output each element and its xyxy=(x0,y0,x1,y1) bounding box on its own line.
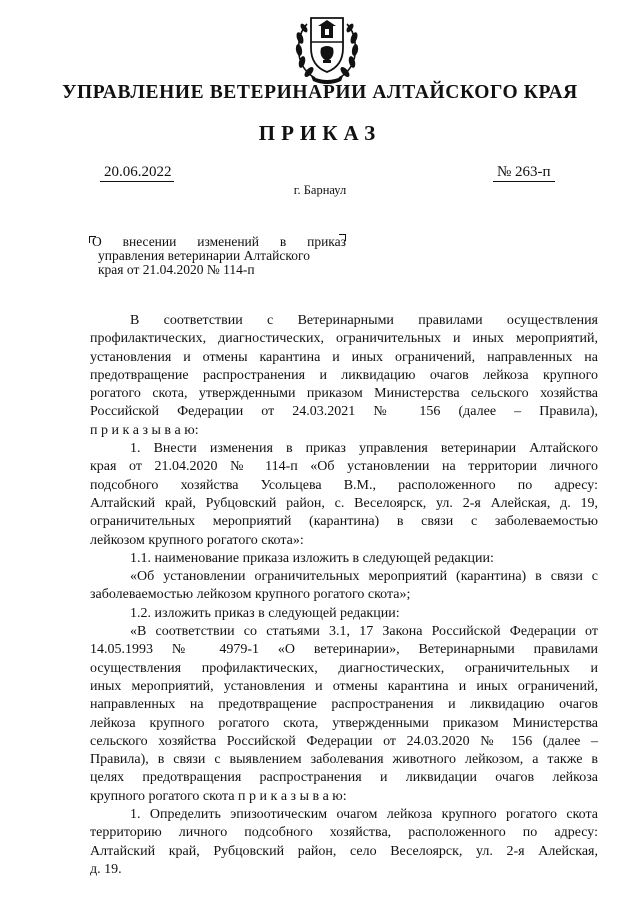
body-line: подсобного хозяйства Усольцева В.М., расположенного по адресу: xyxy=(90,477,598,493)
order-number: № 263-п xyxy=(493,163,555,182)
body-line: 1.1. наименование приказа изложить в следующей редакции: xyxy=(130,550,494,566)
subject-word: О xyxy=(92,234,102,249)
order-date: 20.06.2022 xyxy=(100,163,174,182)
subject-line-1 xyxy=(92,235,346,249)
body-line: Российской Федерации от 24.03.2021 № 156 (далее – Правила), xyxy=(90,404,598,420)
subject-word: изменений xyxy=(197,234,260,249)
body-line: Алтайский край, Рубцовский район, с. Веселоярск, ул. 2-я Алейская, д. 19, xyxy=(90,495,598,511)
body-line: «Об установлении ограничительных мероприятий (карантина) в связи с xyxy=(130,569,598,585)
body-line: направленных на предотвращение распространения и ликвидацию очагов xyxy=(90,697,598,713)
body-line: лейкозом крупного рогатого скота»: xyxy=(90,532,304,548)
organization-name: УПРАВЛЕНИЕ ВЕТЕРИНАРИИ АЛТАЙСКОГО КРАЯ xyxy=(62,82,578,103)
body-line: 1. Внести изменения в приказ управления ветеринарии Алтайского xyxy=(130,441,598,457)
order-directive: п р и к а з ы в а ю: xyxy=(90,422,199,438)
body-line: профилактических, диагностических, ограничительных и иных мероприятий, xyxy=(90,331,598,347)
body-line: рогатого скота, утвержденными приказом Министерства сельского хозяйства xyxy=(90,386,598,402)
body-line: территорию личного подсобного хозяйства, расположенного по адресу: xyxy=(90,825,598,841)
subject-line-3: края от 21.04.2020 № 114-п xyxy=(98,262,255,277)
body-line: Правила), в связи с выявлением заболевания животного лейкозом, а также в xyxy=(90,752,598,768)
body-line: 14.05.1993 № 4979-1 «О ветеринарии», Ветеринарными правилами xyxy=(90,642,598,658)
body-line: «В соответствии со статьями 3.1, 17 Закона Российской Федерации от xyxy=(130,624,598,640)
body-line: целях предотвращения распространения и ликвидации очагов лейкоза xyxy=(90,770,598,786)
order-subject xyxy=(92,235,346,277)
body-line: заболеваемостью лейкозом крупного рогатого скота»; xyxy=(90,587,411,603)
body-line: ограничительных мероприятий (карантина) в связи с заболеваемостью xyxy=(90,514,598,530)
document-type: ПРИКАЗ xyxy=(258,121,382,145)
subject-line-2: управления ветеринарии Алтайского xyxy=(98,248,310,263)
body-line: крупного рогатого скота п р и к а з ы в а ю: xyxy=(90,788,347,804)
city: г. Барнаул xyxy=(293,183,347,197)
body-line: 1. Определить эпизоотическим очагом лейкоза крупного рогатого скота xyxy=(130,807,598,823)
coat-of-arms-emblem xyxy=(291,8,363,84)
body-line: 1.2. изложить приказ в следующей редакции: xyxy=(130,605,400,621)
body-line: края от 21.04.2020 № 114-п «Об установлении на территории личного xyxy=(90,459,598,475)
body-line: предотвращение распространения и ликвидацию очагов лейкоза крупного xyxy=(90,367,598,383)
body-line: осуществления профилактических, диагностических, ограничительных и xyxy=(90,660,598,676)
body-line: иных мероприятий, установления и отмены карантина и иных ограничений, xyxy=(90,678,598,694)
order-body xyxy=(90,312,598,879)
subject-word: в xyxy=(279,234,287,249)
body-line: установления и отмены карантина и иных ограничений, направленных на xyxy=(90,349,598,365)
body-line: сельского хозяйства Российской Федерации от 24.03.2020 № 156 (далее – xyxy=(90,733,598,749)
subject-word: внесении xyxy=(122,234,177,249)
subject-word: приказ xyxy=(307,234,346,249)
body-line: В соответствии с Ветеринарными правилами осуществления xyxy=(130,313,598,328)
body-line: д. 19. xyxy=(90,861,122,877)
body-line: Алтайский край, Рубцовский район, село Веселоярск, ул. 2-я Алейская, xyxy=(90,843,598,859)
body-line: лейкоза крупного рогатого скота, утвержденными приказом Министерства xyxy=(90,715,598,731)
